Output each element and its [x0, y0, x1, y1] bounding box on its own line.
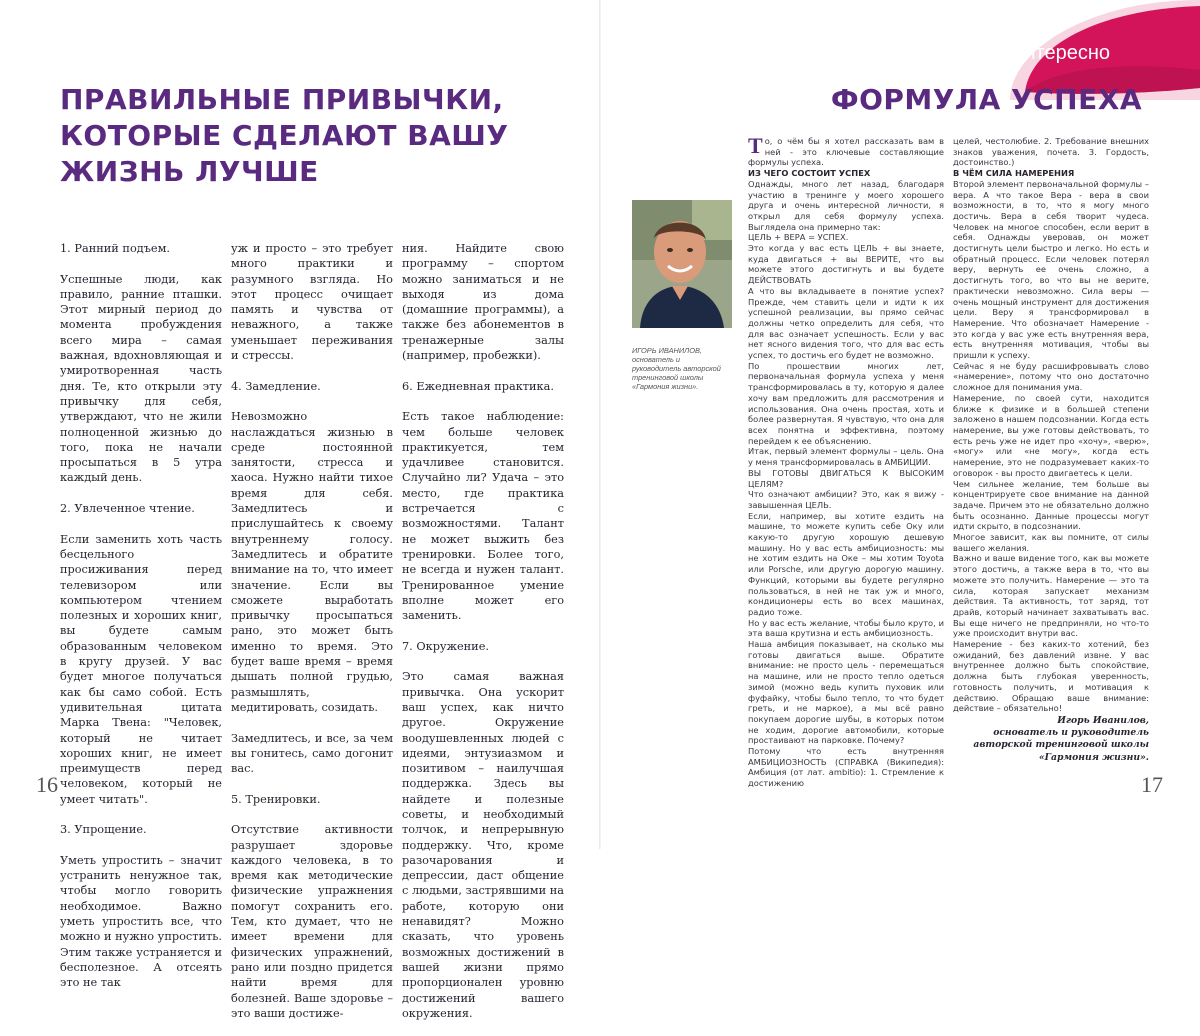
- author-photo: [632, 200, 732, 328]
- paragraph: ЦЕЛЬ + ВЕРА = УСПЕХ.: [748, 232, 849, 243]
- paragraph: ВЫ ГОТОВЫ ДВИГАТЬСЯ К ВЫСОКИМ ЦЕЛЯМ?: [748, 467, 944, 489]
- intro-paragraph: [748, 133, 944, 168]
- caption-name: ИГОРЬ ИВАНИЛОВ,: [632, 346, 702, 355]
- text-column-1: [60, 241, 222, 1006]
- paragraph: Замедлитесь, и все, за чем вы гонитесь, само догонит вас.: [231, 731, 393, 776]
- paragraph: Отсутствие активности разрушает здоровье каждого человека, в то время как методические физические упражнения помогут сохранить его. Тем, кто думает, что не имеет времени для физических упражнений, рано или поздно придется найти время для болезней. Ваше здоровье – это ваши достиже-: [231, 823, 393, 1020]
- paragraph: Многое зависит, как вы помните, от силы вашего желания.: [953, 532, 1149, 553]
- paragraph: Намерение, по своей сути, находится ближе к физике и в большей степени заложено в нашем подсознании. Когда есть намерение, вы уже готовы действовать, то есть речь уже не идет про «хочу», «верю», «могу» или «не могу», когда есть намерение, это не подразумевает каких-то оговорок - вы просто двигаетесь к цели.: [953, 392, 1149, 478]
- subheading: В ЧЁМ СИЛА НАМЕРЕНИЯ: [953, 168, 1075, 179]
- paragraph: Итак, первый элемент формулы – цель. Она у меня трансформировалась в АМБИЦИИ.: [748, 446, 944, 468]
- paragraph: Важно и ваше видение того, как вы можете этого достичь, а также вера в то, что вы можете это получить. Намерение — это та сила, которая запускает механизм действия. Та активность, тот заряд, тот драйв, который начинает захватывать вас. Вы еще ничего не предприняли, но что-то уже происходит внутри вас.: [953, 553, 1149, 639]
- paragraph: Второй элемент первоначальной формулы – вера. А что такое Вера - вера в свои возможности, в то, что я могу много достичь. Вера в себя творит чудеса. Человек на многое способен, если верит в себя. Однажды уверовав, он может достигнуть цели быстро и легко. Но есть и обратный процесс. Если человек потерял веру, вернуть ее очень сложно, а достигнуть того, во что вы не верите, практически невозможно. Сила веры — очень мощный инструмент для достижения цели. Веру я трансформировал в Намерение. Что обозначает Намерение - это когда у вас уже есть внутренняя вера, есть внутренняя мотивация, чтобы вы пришли к успеху.: [953, 178, 1149, 361]
- author-portrait-image: [632, 200, 732, 328]
- paragraph: ния. Найдите свою программу – спортом можно заниматься и не выходя из дома (домашние программы), а также без абонементов в тренажерные залы (например, пробежки).: [402, 242, 564, 363]
- paragraph: Успешные люди, как правило, ранние пташки. Этот мирный период до момента пробуждения всего мира – самая важная, вдохновляющая и умиротворенная часть дня. Те, кто открыли эту привычку для себя, утверждают, что не жили полноценной жизнью до того, пока не начали просыпаться в 5 утра каждый день.: [60, 272, 222, 485]
- paragraph: 1. Ранний подъем.: [60, 242, 170, 255]
- paragraph: По прошествии многих лет, первоначальная формула успеха у меня трансформировалась в ту, которую я далее хочу вам предложить для рассмотрения и использования. Она очень простая, хоть и более развернутая. Я чувствую, что она для всех понятна и эффективна, поэтому перейдем к ее объяснению.: [748, 360, 944, 446]
- paragraph: Если заменить хоть часть бесцельного просиживания перед телевизором или компьютером чтением полезных и хороших книг, вы будете самым образованным человеком в кругу друзей. У вас будет многое получаться как бы само собой. Есть удивительная цитата Марка Твена: "Человек, который не читает хороших книг, не имеет преимуществ перед человеком, который не умеет читать".: [60, 532, 222, 806]
- article-title-formula: ФОРМУЛА УСПЕХА: [830, 83, 1142, 116]
- subheading: ИЗ ЧЕГО СОСТОИТ УСПЕХ: [748, 168, 871, 179]
- paragraph: Однажды, много лет назад, благодаря участию в тренинге у моего хорошего друга и очень интересной личности, я открыл для себя формулу успеха. Выглядела она примерно так:: [748, 178, 944, 232]
- intro-text: о, о чём бы я хотел рассказать вам в ней - это ключевые составляющие формулы успеха.: [748, 136, 944, 168]
- caption-role: основатель и руководитель авторской тренинговой школы «Гармония жизни».: [632, 355, 721, 391]
- paragraph: Чем сильнее желание, тем больше вы концентрируете свое внимание на данной задаче. Причем это не обязательно должно быть осознанно. Данные процессы могут идти скрыто, в подсознании.: [953, 478, 1149, 532]
- page-number-left: 16: [36, 772, 58, 797]
- paragraph: Невозможно наслаждаться жизнью в среде постоянной занятости, стресса и хаоса. Нужно найти тихое время для себя. Замедлитесь и прислушайтесь к своему внутреннему голосу. Замедлитесь и обратите внимание на то, что имеет значение. Если вы сможете выработать привычку просыпаться рано, это может быть именно то время. Это будет ваше время – время дышать полной грудью, размышлять, медитировать, созидать.: [231, 410, 393, 714]
- signature-line: основатель и руководитель: [993, 727, 1149, 739]
- author-signature: [953, 715, 1149, 764]
- left-page: [0, 0, 600, 1020]
- paragraph: Есть такое наблюдение: чем больше человек практикуется, тем удачливее становится. Случайно ли? Удача – это место, где практика встречается с возможностями. Талант не может выжить без тренировки. Более того, не всегда и нужен талант. Тренированное умение вполне может его заменить.: [402, 410, 564, 623]
- paragraph: Что означают амбиции? Это, как я вижу - завышенная ЦЕЛЬ.: [748, 489, 944, 510]
- paragraph: 3. Упрощение.: [60, 823, 147, 837]
- paragraph: А что вы вкладываете в понятие успех? Прежде, чем ставить цели и идти к их успешной реализации, вы прямо сейчас должны четко определить для себя, что для вас означает успешность. Если у вас нет ясного видения того, что для вас есть успех, то достичь его будет не возможно.: [748, 285, 944, 361]
- paragraph: 5. Тренировки.: [231, 792, 321, 806]
- formula-text-column-2: [953, 136, 1149, 714]
- paragraph: Это самая важная привычка. Она ускорит ваш успех, как ничто другое. Окружение воодушевленных людей с идеями, энтузиазмом и позитивом – наилучшая поддержка. Здесь вы найдете и полезные советы, и необходимый толчок, и непрерывную поддержку. Что, кроме разочарования и депрессии, даст общение с людьми, застрявшими на работе, которую они ненавидят? Можно сказать, что уровень возможных достижений в вашей жизни прямо пропорционален уровню достижений вашего окружения.: [402, 670, 564, 1020]
- paragraph: целей, честолюбие. 2. Требование внешних знаков уважения, почета. 3. Гордость, достоинство.): [953, 136, 1149, 168]
- text-column-2: [231, 241, 393, 1036]
- signature-line: «Гармония жизни».: [1038, 751, 1149, 763]
- paragraph: Если, например, вы хотите ездить на машине, то можете купить себе Оку или какую-то другую хорошую дешевую машину. Но у вас есть амбициозность: мы не хотим ездить на Оке – мы хотим Toyota или Porsche, или другую дорогую машину. Функций, которыми вы будете регулярно пользоваться, в ней не так уж и много, кондиционеры есть во всех машинах, радио тоже.: [748, 510, 944, 617]
- paragraph: Потому что есть внутренняя АМБИЦИОЗНОСТЬ (СПРАВКА (Википедия): Амбиция (от лат. ambitio): 1. Стремление к достижению: [748, 746, 944, 789]
- text-column-3: [402, 241, 564, 1036]
- paragraph: 6. Ежедневная практика.: [402, 379, 554, 393]
- photo-caption: [632, 346, 728, 391]
- paragraph: Сейчас я не буду расшифровывать слово «намерение», потому что оно достаточно сложное для понимания ума.: [953, 360, 1149, 393]
- signature-line: авторской тренинговой школы: [973, 739, 1149, 751]
- paragraph: 7. Окружение.: [402, 639, 489, 653]
- formula-text-column-1: [748, 133, 944, 789]
- drop-cap: Т: [748, 133, 763, 158]
- paragraph: Намерение - без каких-то хотений, без ожиданий, без давлений извне. У вас внутреннее должно быть спокойствие, должна быть глубокая уверенность, готовность получить, и мотивация к действию. Обращаю ваше внимание: действие – обязательно!: [953, 639, 1149, 714]
- paragraph: Наша амбиция показывает, на сколько мы готовы двигаться выше. Обратите внимание: не просто цель - перемещаться на машине, или не просто тепло одеться зимой (можно ведь купить пуховик или фуфайку, чтобы было тепло, то что будет греть, и не маркое), а мы всё равно покупаем дорогие шубы, в которых потом не ходим, дорогие автомобили, которые простаивают на парковке. Почему?: [748, 639, 944, 746]
- page-number-right: 17: [1141, 772, 1163, 797]
- paragraph: 4. Замедление.: [231, 379, 321, 393]
- paragraph: Но у вас есть желание, чтобы было круто, и эта ваша крутизна и есть амбициозность.: [748, 617, 944, 639]
- section-badge-label: Интересно: [1010, 42, 1110, 64]
- paragraph: 2. Увлеченное чтение.: [60, 502, 195, 516]
- paragraph: Это когда у вас есть ЦЕЛЬ + вы знаете, куда двигаться + вы ВЕРИТЕ, что вы можете этого достигнуть и вы будете ДЕЙСТВОВАТЬ: [748, 243, 944, 286]
- article-title-habits: ПРАВИЛЬНЫЕ ПРИВЫЧКИ, КОТОРЫЕ СДЕЛАЮТ ВАШУ ЖИЗНЬ ЛУЧШЕ: [60, 83, 509, 188]
- paragraph: уж и просто – это требует много практики и разумного взгляда. Но этот процесс очищает память и чувства от неважного, а также уменьшает переживания и стрессы.: [231, 242, 393, 363]
- signature-line: Игорь Иванилов,: [1057, 715, 1149, 726]
- paragraph: Уметь упростить – значит устранить ненужное так, чтобы могло говорить необходимое. Важно уметь упростить все, что можно и нужно упростить. Этим также устраняется и бесполезное. А отсеять это не так: [60, 853, 222, 990]
